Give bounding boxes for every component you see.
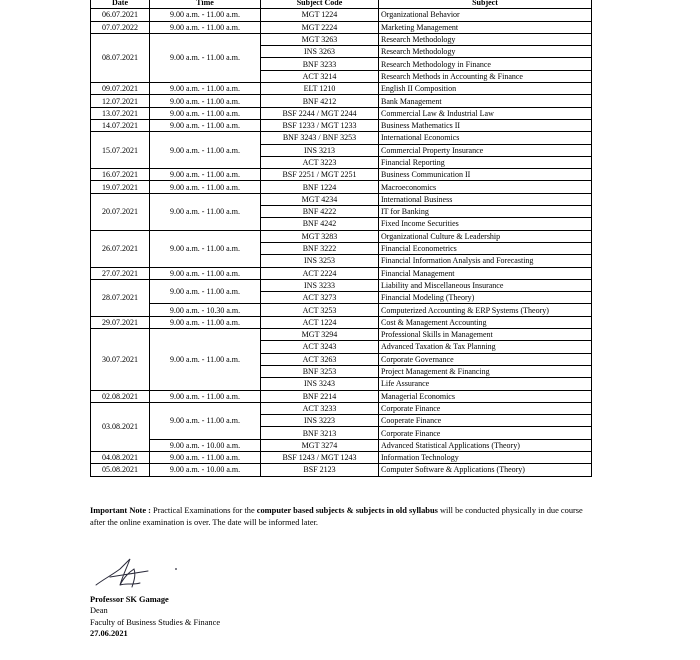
exam-time: 9.00 a.m. - 11.00 a.m. [150,169,261,181]
subject-name: Financial Management [379,267,592,279]
subject-name: IT for Banking [379,206,592,218]
subject-code: MGT 2224 [261,21,379,33]
exam-time: 9.00 a.m. - 11.00 a.m. [150,402,261,439]
note-label: Important Note : [90,506,151,515]
exam-date: 26.07.2021 [91,230,150,267]
subject-name: Corporate Finance [379,402,592,414]
subject-name: Professional Skills in Management [379,329,592,341]
exam-time: 9.00 a.m. - 10.00 a.m. [150,439,261,451]
table-row [91,33,592,45]
subject-code: BNF 4222 [261,206,379,218]
exam-date: 28.07.2021 [91,279,150,316]
exam-date: 30.07.2021 [91,329,150,390]
subject-code: BSF 1243 / MGT 1243 [261,451,379,463]
table-row [91,119,592,131]
exam-time: 9.00 a.m. - 11.00 a.m. [150,181,261,193]
signer-faculty: Faculty of Business Studies & Finance [90,617,221,627]
exam-date: 12.07.2021 [91,95,150,107]
subject-name: Advanced Statistical Applications (Theory) [379,439,592,451]
signature-block [90,594,220,639]
signer-title: Dean [90,606,108,616]
timetable-body [91,9,592,476]
exam-time: 9.00 a.m. - 11.00 a.m. [150,267,261,279]
subject-name: Research Methodology in Finance [379,58,592,70]
note-text-before: Practical Examinations for the [150,506,257,515]
subject-name: Life Assurance [379,378,592,390]
subject-code: MGT 1224 [261,9,379,21]
subject-code: BNF 2214 [261,390,379,402]
signature-image [90,555,190,595]
subject-name: Information Technology [379,451,592,463]
exam-date: 09.07.2021 [91,83,150,95]
subject-name: Organizational Culture & Leadership [379,230,592,242]
exam-date: 20.07.2021 [91,193,150,230]
exam-date: 27.07.2021 [91,267,150,279]
subject-code: MGT 3274 [261,439,379,451]
subject-name: Research Methodology [379,46,592,58]
table-row [91,267,592,279]
table-row [91,279,592,291]
subject-name: English II Composition [379,83,592,95]
header-subject: Subject [379,0,592,9]
exam-date: 03.08.2021 [91,402,150,451]
signer-name: Professor SK Gamage [90,595,169,604]
subject-code: ACT 3223 [261,156,379,168]
exam-date: 16.07.2021 [91,169,150,181]
subject-code: ACT 3263 [261,353,379,365]
exam-time: 9.00 a.m. - 11.00 a.m. [150,279,261,304]
table-row [91,169,592,181]
subject-name: International Economics [379,132,592,144]
subject-code: INS 3263 [261,46,379,58]
subject-name: Macroeconomics [379,181,592,193]
subject-name: Computerized Accounting & ERP Systems (Theory) [379,304,592,316]
subject-name: Financial Information Analysis and Forecasting [379,255,592,267]
subject-code: BNF 3253 [261,365,379,377]
subject-name: Cost & Management Accounting [379,316,592,328]
header-time: Time [150,0,261,9]
table-row [91,464,592,476]
subject-code: BSF 2123 [261,464,379,476]
important-note [90,505,595,528]
subject-code: MGT 3294 [261,329,379,341]
exam-time: 9.00 a.m. - 11.00 a.m. [150,390,261,402]
exam-time: 9.00 a.m. - 11.00 a.m. [150,95,261,107]
exam-date: 14.07.2021 [91,119,150,131]
subject-name: Corporate Governance [379,353,592,365]
subject-code: BNF 3222 [261,242,379,254]
subject-code: ELT 1210 [261,83,379,95]
subject-code: BSF 2244 / MGT 2244 [261,107,379,119]
subject-name: International Business [379,193,592,205]
table-row [91,439,592,451]
exam-time: 9.00 a.m. - 11.00 a.m. [150,107,261,119]
subject-name: Bank Management [379,95,592,107]
table-row [91,329,592,341]
table-row [91,304,592,316]
exam-date: 15.07.2021 [91,132,150,169]
subject-name: Commercial Law & Industrial Law [379,107,592,119]
exam-time: 9.00 a.m. - 11.00 a.m. [150,451,261,463]
subject-name: Business Communication II [379,169,592,181]
exam-timetable [90,0,592,477]
subject-name: Financial Econometrics [379,242,592,254]
exam-time: 9.00 a.m. - 10.00 a.m. [150,464,261,476]
exam-date: 05.08.2021 [91,464,150,476]
exam-time: 9.00 a.m. - 11.00 a.m. [150,329,261,390]
exam-date: 08.07.2021 [91,33,150,82]
exam-date: 13.07.2021 [91,107,150,119]
subject-name: Project Management & Financing [379,365,592,377]
subject-code: ACT 3243 [261,341,379,353]
exam-time: 9.00 a.m. - 11.00 a.m. [150,193,261,230]
subject-code: ACT 2224 [261,267,379,279]
subject-code: BNF 3243 / BNF 3253 [261,132,379,144]
subject-code: BNF 3213 [261,427,379,439]
exam-time: 9.00 a.m. - 10.30 a.m. [150,304,261,316]
table-row [91,193,592,205]
exam-time: 9.00 a.m. - 11.00 a.m. [150,132,261,169]
table-row [91,230,592,242]
exam-date: 07.07.2022 [91,21,150,33]
table-row [91,21,592,33]
header-date: Date [91,0,150,9]
subject-code: MGT 3283 [261,230,379,242]
table-row [91,132,592,144]
subject-code: BNF 1224 [261,181,379,193]
subject-name: Business Mathematics II [379,119,592,131]
subject-code: ACT 3233 [261,402,379,414]
exam-date: 02.08.2021 [91,390,150,402]
subject-code: MGT 3263 [261,33,379,45]
subject-name: Research Methods in Accounting & Finance [379,70,592,82]
table-row [91,390,592,402]
subject-code: BNF 4212 [261,95,379,107]
table-row [91,83,592,95]
subject-name: Marketing Management [379,21,592,33]
subject-code: BSF 2251 / MGT 2251 [261,169,379,181]
table-row [91,402,592,414]
signature-date: 27.06.2021 [90,628,128,638]
subject-name: Advanced Taxation & Tax Planning [379,341,592,353]
exam-date: 06.07.2021 [91,9,150,21]
table-row [91,316,592,328]
subject-name: Financial Modeling (Theory) [379,292,592,304]
subject-code: BNF 4242 [261,218,379,230]
table-row [91,181,592,193]
subject-name: Managerial Economics [379,390,592,402]
table-header-row [91,0,592,9]
note-highlight: computer based subjects & subjects in old syllabus [256,506,438,515]
subject-code: MGT 4234 [261,193,379,205]
table-row [91,107,592,119]
subject-code: ACT 3214 [261,70,379,82]
subject-name: Commercial Property Insurance [379,144,592,156]
subject-name: Corporate Finance [379,427,592,439]
subject-code: BNF 3233 [261,58,379,70]
exam-time: 9.00 a.m. - 11.00 a.m. [150,21,261,33]
subject-code: INS 3253 [261,255,379,267]
subject-code: INS 3233 [261,279,379,291]
subject-name: Cooperate Finance [379,415,592,427]
note-text-after: will be conducted physically in due course after the online examination is over. The date will be informed later. [90,506,583,527]
exam-time: 9.00 a.m. - 11.00 a.m. [150,316,261,328]
subject-code: INS 3213 [261,144,379,156]
subject-code: ACT 3253 [261,304,379,316]
exam-date: 04.08.2021 [91,451,150,463]
table-row [91,451,592,463]
subject-code: INS 3243 [261,378,379,390]
exam-date: 19.07.2021 [91,181,150,193]
subject-name: Liability and Miscellaneous Insurance [379,279,592,291]
subject-code: ACT 1224 [261,316,379,328]
subject-code: BSF 1233 / MGT 1233 [261,119,379,131]
subject-name: Financial Reporting [379,156,592,168]
exam-time: 9.00 a.m. - 11.00 a.m. [150,33,261,82]
exam-time: 9.00 a.m. - 11.00 a.m. [150,9,261,21]
exam-time: 9.00 a.m. - 11.00 a.m. [150,119,261,131]
subject-name: Computer Software & Applications (Theory) [379,464,592,476]
subject-name: Research Methodology [379,33,592,45]
subject-name: Organizational Behavior [379,9,592,21]
header-subject-code: Subject Code [261,0,379,9]
subject-code: INS 3223 [261,415,379,427]
exam-time: 9.00 a.m. - 11.00 a.m. [150,230,261,267]
exam-date: 29.07.2021 [91,316,150,328]
table-row [91,95,592,107]
table-row [91,9,592,21]
exam-time: 9.00 a.m. - 11.00 a.m. [150,83,261,95]
subject-name: Fixed Income Securities [379,218,592,230]
subject-code: ACT 3273 [261,292,379,304]
